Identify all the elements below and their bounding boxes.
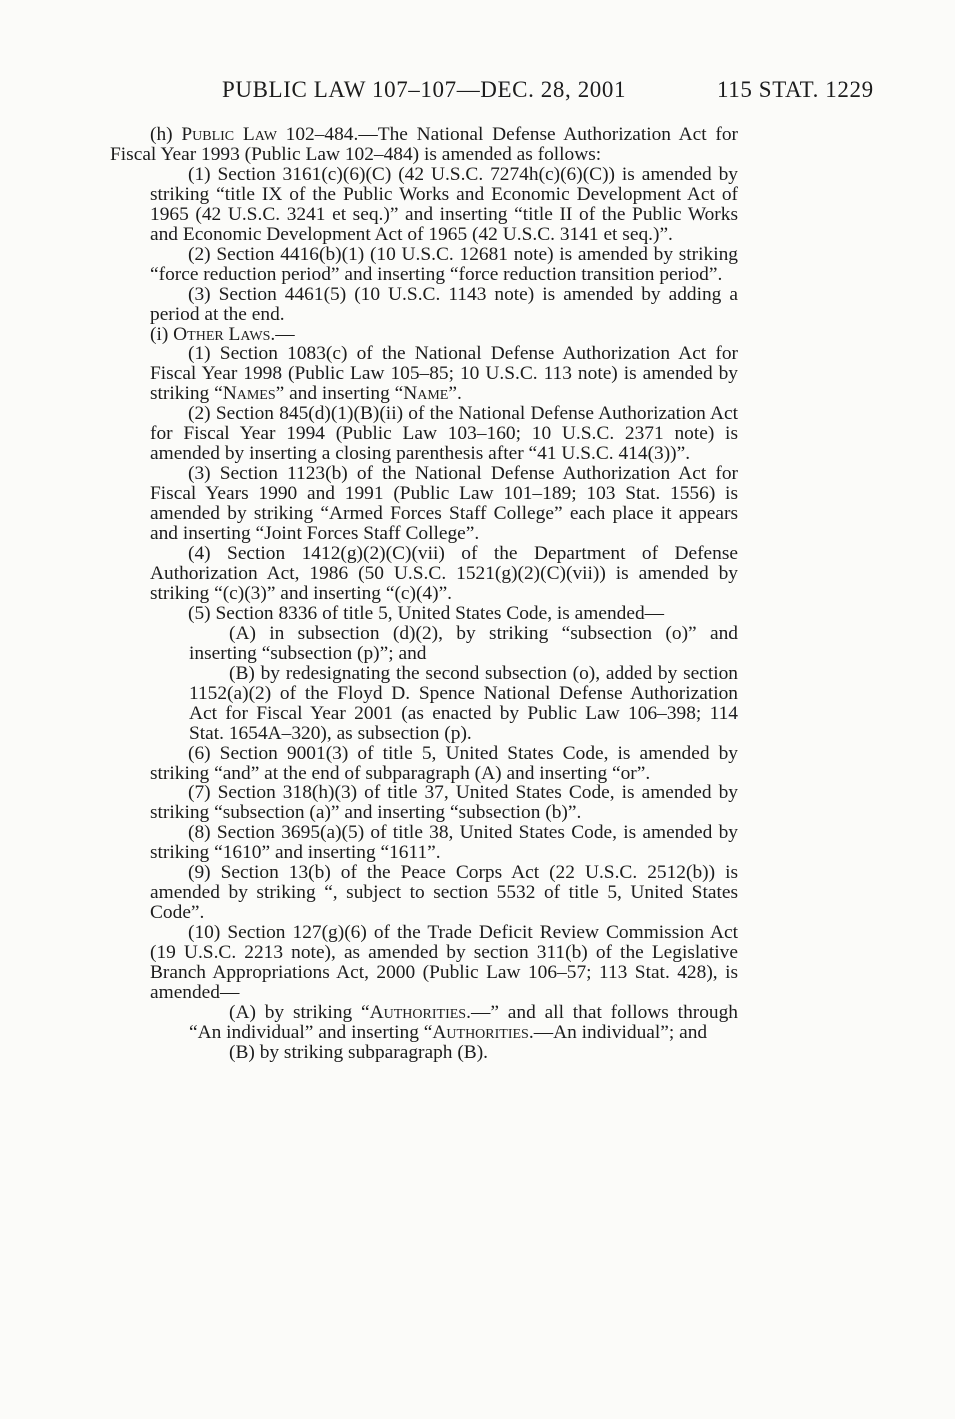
item-10A-text-a: (A) by striking “ [229,1001,370,1023]
subsection-i-enum: (i) [150,323,174,345]
subsection-h-item-2: (2) Section 4416(b)(1) (10 U.S.C. 12681 note) is amended by striking “force reduction period” and inserting “force reduction transition period”. [150,243,738,285]
subsection-i-heading: Other Laws [173,323,271,345]
item-10A-smallcaps-b: Authorities [432,1021,529,1043]
subsection-i-item-8: (8) Section 3695(a)(5) of title 38, United States Code, is amended by striking “1610” and inserting “1611”. [150,822,738,864]
subsection-h-enum: (h) [150,124,182,145]
subsection-i-item-9: (9) Section 13(b) of the Peace Corps Act (22 U.S.C. 2512(b)) is amended by striking “, subject to section 5532 of title 5, United States Code”. [150,862,738,924]
subsection-i-item-1 [110,344,738,404]
subsection-i-item-7: (7) Section 318(h)(3) of title 37, United States Code, is amended by striking “subsection (a)” and inserting “subsection (b)”. [150,782,738,824]
item-10A-text-b: .—” and all that follows through “An individual” and inserting “ [189,1001,738,1043]
subsection-i-item-10-B: (B) by striking subparagraph (B). [229,1041,489,1063]
page-header [0,72,955,108]
statute-page-reference: 115 STAT. 1229 [717,77,874,102]
subsection-i-item-5-A: (A) in subsection (d)(2), by striking “subsection (o)” and inserting “subsection (p)”; and [189,622,738,664]
subsection-i [110,325,738,345]
subsection-i-item-5: (5) Section 8336 of title 5, United States Code, is amended— [188,602,665,624]
subsection-i-item-10: (10) Section 127(g)(6) of the Trade Deficit Review Commission Act (19 U.S.C. 2213 note), as amended by section 311(b) of the Legislative Branch Appropriations Act, 2000 (Public Law 106–57; 113 Stat. 428), is amended— [150,922,738,1003]
item-10A-smallcaps-a: Authorities [369,1001,467,1023]
item-10A-text-c: .—An individual”; and [528,1021,708,1043]
subsection-i-item-4: (4) Section 1412(g)(2)(C)(vii) of the Department of Defense Authorization Act, 1986 (50 U.S.C. 1521(g)(2)(C)(vii)) is amended by striking “(c)(3)” and inserting “(c)(4)”. [150,543,738,604]
subsection-h-heading: Public Law 102–484 [181,124,354,145]
subsection-i-suffix: .— [270,323,295,345]
subsection-i-item-6: (6) Section 9001(3) of title 5, United States Code, is amended by striking “and” at the end of subparagraph (A) and inserting “or”. [150,742,738,784]
item-1-text-c: ”. [448,383,462,405]
subsection-i-item-5-B: (B) by redesignating the second subsection (o), added by section 1152(a)(2) of the Floyd D. Spence National Defense Authorization Act for Fiscal Year 2001 (as enacted by Public Law 106–398; 114 Stat. 1654A–320), as subsection (p). [189,662,738,744]
subsection-h-text: .—The National Defense Authorization Act for Fiscal Year 1993 (Public Law 102–484) is amended as follows: [110,124,738,165]
running-head: PUBLIC LAW 107–107—DEC. 28, 2001 [222,77,627,102]
item-1-smallcaps-a: Names [222,383,276,405]
subsection-i-item-2: (2) Section 845(d)(1)(B)(ii) of the National Defense Authorization Act for Fiscal Year 1994 (Public Law 103–160; 10 U.S.C. 2371 note) is amended by inserting a closing parenthesis after “41 U.S.C. 414(3))”. [150,403,738,465]
item-1-smallcaps-b: Name [403,383,449,405]
document-body [110,125,738,1063]
item-1-text-b: ” and inserting “ [275,383,404,405]
subsection-h [110,125,738,165]
subsection-h-item-3: (3) Section 4461(5) (10 U.S.C. 1143 note) is amended by adding a period at the end. [150,283,738,325]
item-1-text-a: (1) Section 1083(c) of the National Defense Authorization Act for Fiscal Year 1998 (Public Law 105–85; 10 U.S.C. 113 note) is amended by striking “ [150,343,738,405]
subsection-h-item-1: (1) Section 3161(c)(6)(C) (42 U.S.C. 7274h(c)(6)(C)) is amended by striking “title IX of the Public Works and Economic Development Act of 1965 (42 U.S.C. 3241 et seq.)” and inserting “title II of the Public Works and Economic Development Act of 1965 (42 U.S.C. 3141 et seq.)”. [150,163,738,245]
subsection-i-item-10-A [110,1003,738,1043]
subsection-i-item-3: (3) Section 1123(b) of the National Defense Authorization Act for Fiscal Years 1990 and 1991 (Public Law 101–189; 103 Stat. 1556) is amended by striking “Armed Forces Staff College” each place it appears and inserting “Joint Forces Staff College”. [150,463,738,545]
